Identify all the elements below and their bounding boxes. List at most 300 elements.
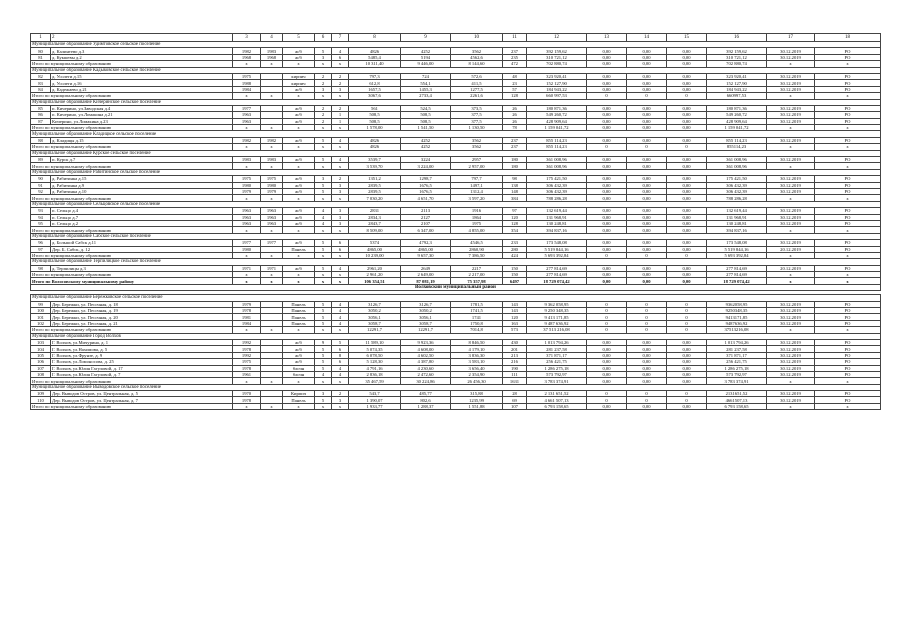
data-cell: 1963 xyxy=(261,220,283,226)
total-cell: х xyxy=(233,272,261,278)
data-cell: 184 943,22 xyxy=(707,86,767,92)
data-cell: 377,5 xyxy=(451,112,503,118)
data-cell: 5 xyxy=(332,339,349,345)
data-cell: 93 xyxy=(31,208,51,214)
data-cell: 0,00 xyxy=(587,48,627,54)
data-cell: 2839,5 xyxy=(349,182,401,188)
address-cell: д. Кладицы д.15 xyxy=(51,137,233,143)
data-cell: 30.12.2019 xyxy=(767,346,815,352)
total-cell: х xyxy=(815,327,881,333)
data-cell: 30.12.2019 xyxy=(767,48,815,54)
data-cell: 4 xyxy=(332,265,349,271)
total-cell: 0 xyxy=(587,144,627,150)
data-cell: 2 xyxy=(315,118,332,124)
data-cell: 3 xyxy=(332,188,349,194)
total-cell: 75 357,98 xyxy=(451,278,503,284)
data-cell: 0,00 xyxy=(587,137,627,143)
data-cell: 86 xyxy=(31,112,51,118)
data-cell: 4 xyxy=(315,220,332,226)
data-cell: 1 286 275,18 xyxy=(707,365,767,371)
data-cell: 0,00 xyxy=(667,240,707,246)
total-cell: 2 961,20 xyxy=(349,272,401,278)
section-title: Муниципальное образование Удимтовское сельское поселение xyxy=(31,42,881,48)
total-cell: 78 xyxy=(503,125,527,131)
data-cell: 98 xyxy=(31,265,51,271)
data-cell: 802,6 xyxy=(401,397,451,403)
data-cell: 0,00 xyxy=(667,54,707,60)
data-cell: 280 xyxy=(503,246,527,252)
data-cell: 2961,20 xyxy=(349,265,401,271)
data-cell: 1864 xyxy=(451,214,503,220)
section-title: Муниципальное образование Терпилицкое сельское поселение xyxy=(31,259,881,265)
data-cell: 5 xyxy=(315,352,332,358)
total-cell: 0,00 xyxy=(627,378,667,384)
data-cell: РО xyxy=(815,371,881,377)
total-cell: х xyxy=(815,227,881,233)
data-cell: Панель xyxy=(283,301,315,307)
data-cell: 0,00 xyxy=(587,265,627,271)
total-cell: 0 xyxy=(627,252,667,258)
data-cell: 48 xyxy=(503,73,527,79)
data-cell: РО xyxy=(815,339,881,345)
total-label: Итого по муниципальному образованию xyxy=(31,93,233,99)
data-cell: 152 127,90 xyxy=(527,80,587,86)
total-cell: 5 693 392,84 xyxy=(527,252,587,258)
total-cell: х xyxy=(233,93,261,99)
column-number: 11 xyxy=(503,34,527,42)
address-cell: Г. Волхов, ул.Мичурина, д. 1 xyxy=(51,339,233,345)
data-cell: 724 xyxy=(401,73,451,79)
data-cell: 0 xyxy=(627,397,667,403)
data-cell: РО xyxy=(815,346,881,352)
section-title: Муниципальное образование Рабитинское сельское поселение xyxy=(31,169,881,175)
data-cell: 0,00 xyxy=(667,105,707,111)
total-cell: 0,00 xyxy=(667,195,707,201)
total-cell: х xyxy=(767,144,815,150)
data-cell: РО xyxy=(815,365,881,371)
data-cell: 4252 xyxy=(401,137,451,143)
total-cell: 37513216,08 xyxy=(707,327,767,333)
data-cell: 2649 xyxy=(401,265,451,271)
data-cell: 5 xyxy=(315,157,332,163)
total-cell: 0,00 xyxy=(627,125,667,131)
data-cell: 1312,4 xyxy=(451,188,503,194)
data-cell: 392 159,62 xyxy=(527,48,587,54)
data-cell: 175 421,50 xyxy=(527,176,587,182)
data-cell: 1978 xyxy=(233,365,261,371)
total-cell: х xyxy=(261,163,283,169)
data-cell: 1 013 794,26 xyxy=(527,339,587,345)
data-cell: 0 xyxy=(667,320,707,326)
address-cell: п. Кичерино, ул.Заводская д.4 xyxy=(51,105,233,111)
data-cell: 3 xyxy=(315,54,332,60)
data-cell: 9 413 171,85 xyxy=(527,314,587,320)
data-cell: 9 923,36 xyxy=(401,339,451,345)
data-cell: 9 250 348,35 xyxy=(527,308,587,314)
total-cell: 0 xyxy=(587,252,627,258)
total-cell: х xyxy=(283,403,315,409)
total-cell: х xyxy=(261,327,283,333)
total-cell: 12291,7 xyxy=(349,327,401,333)
section-title: Муниципальное образование Курское сельское поселение xyxy=(31,150,881,156)
total-cell: 9 446,00 xyxy=(401,61,451,67)
address-cell: д. Кукшевы д.2 xyxy=(51,54,233,60)
total-cell: х xyxy=(261,252,283,258)
column-number: 7 xyxy=(332,34,349,42)
total-cell: х xyxy=(233,144,261,150)
total-cell: 702 880,74 xyxy=(707,61,767,67)
data-cell: 1963 xyxy=(261,208,283,214)
data-cell: 4 387,80 xyxy=(401,359,451,365)
data-cell: 1978 xyxy=(233,346,261,352)
total-cell: 180 xyxy=(503,163,527,169)
data-cell: 30.12.2019 xyxy=(767,365,815,371)
data-cell: 30.12.2019 xyxy=(767,240,815,246)
data-cell: 2 xyxy=(315,105,332,111)
total-cell: 1 130,50 xyxy=(451,125,503,131)
total-cell: 0,00 xyxy=(667,272,707,278)
total-cell: 1 551,88 xyxy=(451,403,503,409)
total-cell: х xyxy=(332,227,349,233)
data-cell: 5 128,30 xyxy=(349,359,401,365)
data-cell: 1980 xyxy=(233,182,261,188)
data-cell: 2860,90 xyxy=(451,246,503,252)
data-cell: 101 xyxy=(31,314,51,320)
data-cell: 0,00 xyxy=(667,182,707,188)
data-cell: 0 xyxy=(627,391,667,397)
total-cell: 37 513 216,08 xyxy=(527,327,587,333)
data-cell: ж/б xyxy=(283,188,315,194)
total-cell: 4252 xyxy=(401,144,451,150)
data-cell: 104 xyxy=(31,346,51,352)
total-cell: х xyxy=(233,252,261,258)
data-cell: 0,00 xyxy=(587,339,627,345)
data-cell: 0,00 xyxy=(667,137,707,143)
data-cell: 0 xyxy=(587,301,627,307)
total-cell: х xyxy=(283,195,315,201)
section-title: Муниципальное образование Город Волхов xyxy=(31,333,881,339)
address-cell: Дер. Бережки, ул. Песочная, д. 18 xyxy=(51,301,233,307)
data-cell: 30.12.2019 xyxy=(767,397,815,403)
total-cell: 788 286,28 xyxy=(707,195,767,201)
total-cell: х xyxy=(315,61,332,67)
total-cell: х xyxy=(283,327,315,333)
data-cell: 0,00 xyxy=(627,176,667,182)
address-cell: д. Кадежаево д.21 xyxy=(51,86,233,92)
data-cell: ж/б xyxy=(283,359,315,365)
data-cell: 371 871,17 xyxy=(527,352,587,358)
data-cell: 5 xyxy=(315,188,332,194)
total-cell: 3 783 374,91 xyxy=(707,378,767,384)
data-cell: 120 xyxy=(503,214,527,220)
column-number: 2 xyxy=(51,34,233,42)
data-cell: 0 xyxy=(667,391,707,397)
data-cell: 0,00 xyxy=(587,105,627,111)
total-cell: 0 xyxy=(667,252,707,258)
data-cell: 131 968,91 xyxy=(527,214,587,220)
total-cell: 0,00 xyxy=(667,403,707,409)
total-cell: 0,00 xyxy=(627,403,667,409)
total-cell: 150 xyxy=(503,272,527,278)
data-cell: 0,00 xyxy=(627,80,667,86)
data-cell: 5 xyxy=(315,265,332,271)
total-cell: 0,00 xyxy=(667,163,707,169)
total-cell: 361 008,96 xyxy=(707,163,767,169)
data-cell: 543,7 xyxy=(349,391,401,397)
data-cell: 237 xyxy=(503,137,527,143)
data-cell: 0,00 xyxy=(667,352,707,358)
data-cell: 1982 xyxy=(261,137,283,143)
data-cell: 95 xyxy=(31,220,51,226)
data-cell: Панель xyxy=(283,308,315,314)
data-cell: 1 286 275,18 xyxy=(527,365,587,371)
data-cell: 855 114,23 xyxy=(527,137,587,143)
data-cell: 30.12.2019 xyxy=(767,182,815,188)
data-cell: 1 xyxy=(332,118,349,124)
data-cell: ж/б xyxy=(283,137,315,143)
total-cell: 472 xyxy=(503,61,527,67)
column-number: 15 xyxy=(667,34,707,42)
address-cell: Кичерино, ул.Ломакина д.23 xyxy=(51,118,233,124)
data-cell: 201 xyxy=(503,346,527,352)
data-cell: 1968 xyxy=(233,54,261,60)
address-cell: Г. Волхов, ул.Нахимова, д. 5 xyxy=(51,346,233,352)
total-cell: 4826 xyxy=(349,144,401,150)
data-cell: 1963 xyxy=(233,220,261,226)
data-cell: РО xyxy=(815,80,881,86)
total-cell: х xyxy=(815,163,881,169)
data-cell: 180 xyxy=(503,157,527,163)
address-cell: Дер. Бережки, ул. Песочная, д. 19 xyxy=(51,308,233,314)
data-cell: 6 xyxy=(332,359,349,365)
total-cell: 0 xyxy=(667,327,707,333)
data-cell: РО xyxy=(815,137,881,143)
data-cell: 0,00 xyxy=(627,240,667,246)
data-cell: 30.12.2019 xyxy=(767,352,815,358)
data-cell: 428 909,64 xyxy=(527,118,587,124)
data-cell: 0,00 xyxy=(627,265,667,271)
data-cell: ж/б xyxy=(283,346,315,352)
data-cell: 411,5 xyxy=(451,80,503,86)
data-cell: блочн xyxy=(283,365,315,371)
data-cell: 1983 xyxy=(261,48,283,54)
data-cell: 1676,5 xyxy=(401,188,451,194)
data-cell: 561 xyxy=(349,105,401,111)
data-cell: 2107 xyxy=(401,220,451,226)
total-cell: 10 311,40 xyxy=(349,61,401,67)
data-cell: РО xyxy=(815,48,881,54)
data-cell: 0,00 xyxy=(667,246,707,252)
data-cell: 180 871,36 xyxy=(527,105,587,111)
data-cell: 573 792,97 xyxy=(527,371,587,377)
total-cell: х xyxy=(283,378,315,384)
total-cell: 18 729 074,42 xyxy=(527,278,587,284)
data-cell: 2 472,60 xyxy=(401,371,451,377)
data-cell: РО xyxy=(815,54,881,60)
data-cell: 150 xyxy=(503,265,527,271)
total-cell: 361 008,96 xyxy=(527,163,587,169)
data-cell: 5 xyxy=(315,48,332,54)
total-cell: 107 xyxy=(503,403,527,409)
data-cell: 88 xyxy=(31,137,51,143)
data-cell: 1 013 794,26 xyxy=(707,339,767,345)
data-cell: 30.12.2019 xyxy=(767,112,815,118)
data-cell: 237 xyxy=(503,48,527,54)
data-cell: 1455,3 xyxy=(401,86,451,92)
data-cell: 105 xyxy=(31,352,51,358)
data-cell: 0,00 xyxy=(587,371,627,377)
data-cell: 9 362 058,95 xyxy=(527,301,587,307)
data-cell: 4826 xyxy=(349,137,401,143)
data-cell: 612,8 xyxy=(349,80,401,86)
housing-register-table xyxy=(30,33,881,410)
total-cell: 1 159 041,72 xyxy=(707,125,767,131)
data-cell: 5 xyxy=(315,365,332,371)
data-cell: 0,00 xyxy=(627,352,667,358)
total-label: Итого по муниципальному образованию xyxy=(31,272,233,278)
data-cell: 85 xyxy=(31,105,51,111)
total-cell: х xyxy=(233,278,261,284)
total-cell: 0 xyxy=(587,327,627,333)
data-cell: РО xyxy=(815,265,881,271)
data-cell: 1963 xyxy=(233,118,261,124)
data-cell: 173 548,08 xyxy=(527,240,587,246)
total-cell: х xyxy=(233,227,261,233)
data-cell: 103 xyxy=(31,339,51,345)
total-cell: 6 793 158,65 xyxy=(707,403,767,409)
data-cell: ж/б xyxy=(283,265,315,271)
data-cell: 306 432,39 xyxy=(707,188,767,194)
data-cell: ж/б xyxy=(283,54,315,60)
total-cell: 4 651,70 xyxy=(401,195,451,201)
column-number: 8 xyxy=(349,34,401,42)
total-cell: х xyxy=(815,61,881,67)
data-cell: 173 548,08 xyxy=(707,240,767,246)
total-cell: 0,00 xyxy=(587,227,627,233)
total-cell: 1631 xyxy=(503,378,527,384)
data-cell: 107 xyxy=(31,365,51,371)
data-cell: ж/б xyxy=(283,339,315,345)
data-cell: 0,00 xyxy=(667,208,707,214)
data-cell: 9 xyxy=(315,339,332,345)
data-cell: 0,00 xyxy=(587,240,627,246)
address-cell: д. Терпилицы д.3 xyxy=(51,265,233,271)
data-cell: 1741,5 xyxy=(451,308,503,314)
total-cell: х xyxy=(233,327,261,333)
data-cell: 1992 xyxy=(233,339,261,345)
data-cell: 0,00 xyxy=(667,48,707,54)
data-cell: 102 xyxy=(31,320,51,326)
total-cell: 2 217,00 xyxy=(451,272,503,278)
data-cell: 1971 xyxy=(233,265,261,271)
data-cell: 2 354,90 xyxy=(451,371,503,377)
data-cell: 0,00 xyxy=(667,339,707,345)
data-cell: 2 xyxy=(315,80,332,86)
column-number: 17 xyxy=(767,34,815,42)
total-cell: 7 386,50 xyxy=(451,252,503,258)
total-cell: х xyxy=(332,252,349,258)
total-cell: 855 114,23 xyxy=(527,144,587,150)
data-cell: 96 xyxy=(31,240,51,246)
total-cell: х xyxy=(283,125,315,131)
data-cell: 485,77 xyxy=(401,391,451,397)
data-cell: РО xyxy=(815,208,881,214)
column-number: 4 xyxy=(261,34,283,42)
total-cell: х xyxy=(261,227,283,233)
data-cell: 4 xyxy=(332,365,349,371)
data-cell: РО xyxy=(815,220,881,226)
total-cell: 0 xyxy=(627,327,667,333)
data-cell: кирпич xyxy=(283,73,315,79)
data-cell: РО xyxy=(815,320,881,326)
data-cell: 6 xyxy=(332,246,349,252)
data-cell: 5 xyxy=(315,301,332,307)
total-cell: 9 657,30 xyxy=(401,252,451,258)
total-cell: 277 814,69 xyxy=(707,272,767,278)
total-cell: 0 xyxy=(667,144,707,150)
data-cell: ж/б xyxy=(283,105,315,111)
data-cell: 30.12.2019 xyxy=(767,220,815,226)
total-cell: х xyxy=(815,195,881,201)
total-cell: х xyxy=(261,144,283,150)
data-cell: 0,00 xyxy=(587,118,627,124)
total-cell: 660997,53 xyxy=(707,93,767,99)
data-cell: РО xyxy=(815,112,881,118)
column-number: 12 xyxy=(527,34,587,42)
data-cell: 9362058,95 xyxy=(707,301,767,307)
data-cell: 100 xyxy=(31,308,51,314)
data-cell: 0,00 xyxy=(587,365,627,371)
data-cell: 0,00 xyxy=(587,359,627,365)
data-cell: 4 230,60 xyxy=(401,365,451,371)
data-cell: 1497,1 xyxy=(451,182,503,188)
data-cell: 5485,4 xyxy=(349,54,401,60)
total-cell: 0,00 xyxy=(587,403,627,409)
data-cell: 0,00 xyxy=(627,137,667,143)
data-cell: 1 xyxy=(332,112,349,118)
address-cell: Дер. Выводов Остров, ул. Центральная, д. 5 xyxy=(51,391,233,397)
data-cell: кирпич xyxy=(283,80,315,86)
data-cell: РО xyxy=(815,391,881,397)
data-cell: РО xyxy=(815,86,881,92)
data-cell: 1916 xyxy=(451,208,503,214)
column-number: 10 xyxy=(451,34,503,42)
data-cell: 797,7 xyxy=(451,176,503,182)
data-cell: 277 814,69 xyxy=(527,265,587,271)
total-cell: х xyxy=(261,272,283,278)
data-cell: РО xyxy=(815,105,881,111)
data-cell: 0 xyxy=(667,301,707,307)
data-cell: 256 421,75 xyxy=(527,359,587,365)
total-cell: 3562 xyxy=(451,144,503,150)
data-cell: 143 xyxy=(503,308,527,314)
data-cell: 0 xyxy=(587,314,627,320)
total-cell: х xyxy=(233,195,261,201)
total-label: Итого по муниципальному образованию xyxy=(31,144,233,150)
data-cell: 1961 xyxy=(233,371,261,377)
column-number: 18 xyxy=(815,34,881,42)
total-cell: х xyxy=(283,144,315,150)
data-cell: 3 836,30 xyxy=(451,352,503,358)
total-cell: х xyxy=(767,125,815,131)
data-cell: 1978 xyxy=(233,308,261,314)
data-cell: 0,00 xyxy=(587,80,627,86)
total-cell: х xyxy=(767,327,815,333)
data-cell: 0,00 xyxy=(627,105,667,111)
data-cell: 0,00 xyxy=(667,86,707,92)
data-cell: 361 008,96 xyxy=(707,157,767,163)
total-cell: 384 xyxy=(503,195,527,201)
